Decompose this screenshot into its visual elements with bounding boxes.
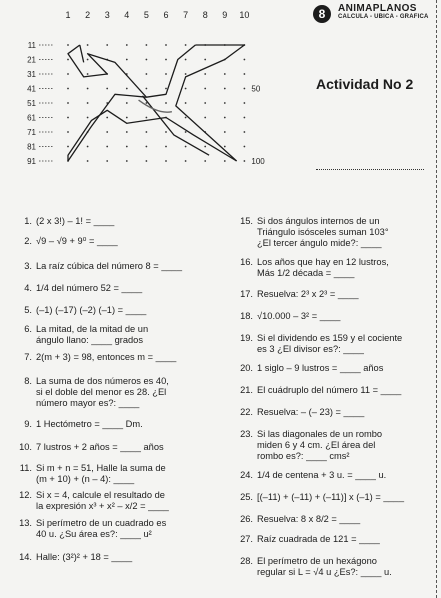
grid-dot (146, 146, 148, 148)
grid-dot (244, 146, 246, 148)
grid-dot (185, 73, 187, 75)
question-text: Si el dividendo es 159 y el cociente es 3 ¿El divisor es?: ____ (257, 333, 403, 354)
grid-column-label: 5 (143, 10, 149, 20)
question-item (228, 257, 434, 279)
grid-dot (165, 59, 167, 61)
grid-dot (126, 59, 128, 61)
grid-dot (224, 117, 226, 119)
grid-dot (165, 131, 167, 133)
question-text: (–1) (–17) (–2) (–1) = ____ (36, 305, 147, 315)
grid-dot (244, 160, 246, 162)
grid-dot (204, 59, 206, 61)
question-number: 5. (24, 305, 32, 315)
question-text: La suma de dos números es 40, si el doble del menor es 28. ¿El número mayor es?: ____ (36, 376, 169, 408)
grid-dot (87, 160, 89, 162)
question-number: 18. (240, 311, 253, 321)
grid-dot (126, 88, 128, 90)
grid-dot (146, 44, 148, 46)
question-item (7, 283, 219, 294)
question-item (228, 385, 434, 396)
activity-number-badge: 8 (313, 5, 331, 23)
question-text: (2 x 3!) – 1! = ____ (36, 216, 115, 226)
grid-dot (87, 146, 89, 148)
grid-dot (185, 117, 187, 119)
grid-dot (87, 88, 89, 90)
question-text: Resuelva: – (– 23) = ____ (257, 407, 365, 417)
question-text: 7 lustros + 2 años = ____ años (36, 442, 164, 452)
grid-dot (244, 88, 246, 90)
grid-row-label: 81 (27, 142, 36, 152)
question-text: √9 – √9 + 9⁰ = ____ (36, 236, 118, 246)
question-item (7, 419, 219, 430)
question-item (228, 429, 434, 462)
activity-title: Actividad No 2 (316, 76, 414, 92)
question-item (228, 407, 434, 418)
grid-dot (224, 88, 226, 90)
grid-dot (146, 117, 148, 119)
question-text: 1/4 de centena + 3 u. = ____ u. (257, 470, 387, 480)
question-item (228, 534, 434, 545)
question-number: 23. (240, 429, 253, 439)
grid-row-label: 11 (27, 41, 36, 50)
grid-dot (244, 131, 246, 133)
grid-dot (204, 88, 206, 90)
grid-column-label: 7 (183, 10, 189, 20)
question-item (7, 552, 219, 563)
question-item (7, 518, 219, 540)
grid-dot (67, 117, 69, 119)
question-item (228, 470, 434, 481)
question-number: 21. (240, 385, 253, 395)
grid-dot (106, 146, 108, 148)
grid-dot (146, 59, 148, 61)
grid-dot (185, 102, 187, 104)
question-item (228, 556, 434, 578)
grid-dot (67, 146, 69, 148)
question-text: 1 siglo – 9 lustros = ____ años (257, 363, 384, 373)
grid-column-label: 6 (163, 10, 169, 20)
figure-stroke (68, 110, 237, 161)
question-text: Los años que hay en 12 lustros, Más 1/2 década = ____ (257, 257, 389, 278)
question-text: Resuelva: 8 x 8/2 = ____ (257, 514, 361, 524)
question-number: 19. (240, 333, 253, 343)
question-item (228, 333, 434, 355)
grid-dot (67, 131, 69, 133)
question-item (7, 261, 219, 272)
question-number: 24. (240, 470, 253, 480)
question-number: 6. (24, 324, 32, 334)
grid-dot (126, 146, 128, 148)
grid-dot (126, 131, 128, 133)
question-number: 8. (24, 376, 32, 386)
grid-column-label: 1 (65, 10, 71, 20)
brand-tagline: CALCULA - UBICA - GRAFICA (338, 14, 429, 20)
question-number: 28. (240, 556, 253, 566)
grid-dot (204, 102, 206, 104)
grid-column-label: 4 (124, 10, 130, 20)
question-number: 9. (24, 419, 32, 429)
grid-dot (165, 160, 167, 162)
grid-dot (185, 44, 187, 46)
question-text: 1/4 del número 52 = ____ (36, 283, 143, 293)
question-number: 20. (240, 363, 253, 373)
question-number: 27. (240, 534, 253, 544)
question-number: 1. (24, 216, 32, 226)
grid-dot (185, 88, 187, 90)
question-item (7, 352, 219, 363)
grid-dot (146, 160, 148, 162)
grid-dot (204, 73, 206, 75)
question-item (228, 492, 434, 503)
question-number: 12. (19, 490, 32, 500)
grid-dot (87, 59, 89, 61)
grid-dot (126, 117, 128, 119)
question-item (228, 311, 434, 322)
grid-dot (146, 88, 148, 90)
question-text: 2(m + 3) = 98, entonces m = ____ (36, 352, 177, 362)
question-text: La raíz cúbica del número 8 = ____ (36, 261, 183, 271)
question-number: 13. (19, 518, 32, 528)
brand-title: ANIMAPLANOS (338, 3, 417, 14)
question-text: [(–11) + (–11) + (–11)] x (–1) = ____ (257, 492, 405, 502)
grid-row-label: 31 (27, 70, 36, 79)
grid-dot (146, 73, 148, 75)
figure-stroke (68, 45, 195, 97)
question-number: 22. (240, 407, 253, 417)
grid-dot (244, 102, 246, 104)
question-number: 11. (19, 463, 32, 473)
question-number: 3. (24, 261, 32, 271)
grid-dot (185, 131, 187, 133)
question-text: Halle: (3²)² + 18 = ____ (36, 552, 133, 562)
grid-row-label: 71 (27, 128, 36, 137)
question-item (7, 236, 219, 247)
grid-dot (185, 146, 187, 148)
grid-dot (106, 88, 108, 90)
grid-dot (224, 160, 226, 162)
grid-dot (106, 117, 108, 119)
dot-grid-area (0, 0, 300, 205)
question-item (228, 216, 434, 249)
grid-dot (224, 146, 226, 148)
grid-dot (165, 88, 167, 90)
grid-dot (87, 102, 89, 104)
grid-dot (126, 160, 128, 162)
grid-dot (165, 146, 167, 148)
grid-dot (106, 160, 108, 162)
grid-dot (87, 73, 89, 75)
question-item (7, 305, 219, 316)
question-number: 7. (24, 352, 32, 362)
question-text: 1 Hectómetro = ____ Dm. (36, 419, 143, 429)
grid-dot (67, 88, 69, 90)
question-item (228, 289, 434, 300)
question-item (7, 216, 219, 227)
page-cut-line (436, 0, 437, 598)
grid-column-label: 9 (222, 10, 228, 20)
question-text: El perímetro de un hexágono regular si L = √4 u ¿Es?: ____ u. (257, 556, 392, 577)
grid-column-label: 2 (85, 10, 91, 20)
grid-dot (106, 44, 108, 46)
question-item (7, 376, 219, 409)
grid-dot (165, 73, 167, 75)
question-number: 25. (240, 492, 253, 502)
grid-dot (224, 102, 226, 104)
question-item (7, 463, 219, 485)
grid-dot (204, 117, 206, 119)
question-text: Resuelva: 2³ x 2³ = ____ (257, 289, 359, 299)
grid-row-label: 61 (27, 113, 36, 123)
grid-row-label: 51 (27, 99, 36, 108)
grid-dot (67, 102, 69, 104)
grid-dot (224, 131, 226, 133)
grid-column-label: 3 (104, 10, 110, 20)
grid-dot (67, 59, 69, 61)
figure-stroke (80, 45, 84, 62)
question-item (228, 514, 434, 525)
grid-dot (126, 44, 128, 46)
question-text: Raíz cuadrada de 121 = ____ (257, 534, 380, 544)
question-text: Si las diagonales de un rombo miden 6 y 4 cm. ¿El área del rombo es?: ____ cms² (257, 429, 383, 461)
grid-right-label: 100 (251, 157, 265, 166)
question-text: El cuádruplo del número 11 = ____ (257, 385, 402, 395)
dot-grid-drawing (0, 0, 300, 205)
grid-dot (87, 117, 89, 119)
grid-dot (185, 160, 187, 162)
question-number: 14. (19, 552, 32, 562)
grid-dot (244, 117, 246, 119)
question-item (7, 442, 219, 453)
grid-dot (204, 146, 206, 148)
grid-dot (204, 160, 206, 162)
grid-row-label: 21 (27, 55, 36, 65)
question-number: 16. (240, 257, 253, 267)
question-text: La mitad, de la mitad de un ángulo llano: ____ grados (36, 324, 149, 345)
grid-dot (185, 59, 187, 61)
grid-dot (224, 73, 226, 75)
question-number: 2. (24, 236, 32, 246)
question-number: 10. (19, 442, 32, 452)
figure-stroke (68, 94, 146, 161)
question-item (7, 490, 219, 512)
question-text: √10.000 – 3² = ____ (257, 311, 341, 321)
question-text: Si dos ángulos internos de un Triángulo isósceles suman 103° ¿El tercer ángulo mide?: ____ (257, 216, 389, 248)
grid-dot (126, 102, 128, 104)
question-text: Si perímetro de un cuadrado es 40 u. ¿Su área es?: ____ u² (36, 518, 167, 539)
question-item (7, 324, 219, 346)
question-number: 4. (24, 283, 32, 293)
grid-column-label: 8 (202, 10, 208, 20)
question-number: 15. (240, 216, 253, 226)
grid-dot (244, 59, 246, 61)
grid-column-label: 10 (239, 10, 250, 20)
grid-dot (67, 73, 69, 75)
grid-dot (165, 44, 167, 46)
grid-dot (244, 73, 246, 75)
grid-right-label: 50 (251, 84, 261, 94)
question-text: Si x = 4, calcule el resultado de la expresión x³ + x² – x/2 = ____ (36, 490, 169, 511)
grid-dot (87, 44, 89, 46)
grid-dot (106, 131, 108, 133)
answer-dotted-line (316, 169, 424, 170)
question-text: Si m + n = 51, Halle la suma de (m + 10) + (n – 4): ____ (36, 463, 166, 484)
grid-row-label: 41 (27, 84, 36, 94)
grid-dot (146, 131, 148, 133)
figure-shade (139, 100, 172, 112)
question-number: 17. (240, 289, 253, 299)
question-item (228, 363, 434, 374)
question-number: 26. (240, 514, 253, 524)
grid-dot (165, 102, 167, 104)
grid-row-label: 91 (27, 157, 36, 166)
grid-dot (67, 44, 69, 46)
